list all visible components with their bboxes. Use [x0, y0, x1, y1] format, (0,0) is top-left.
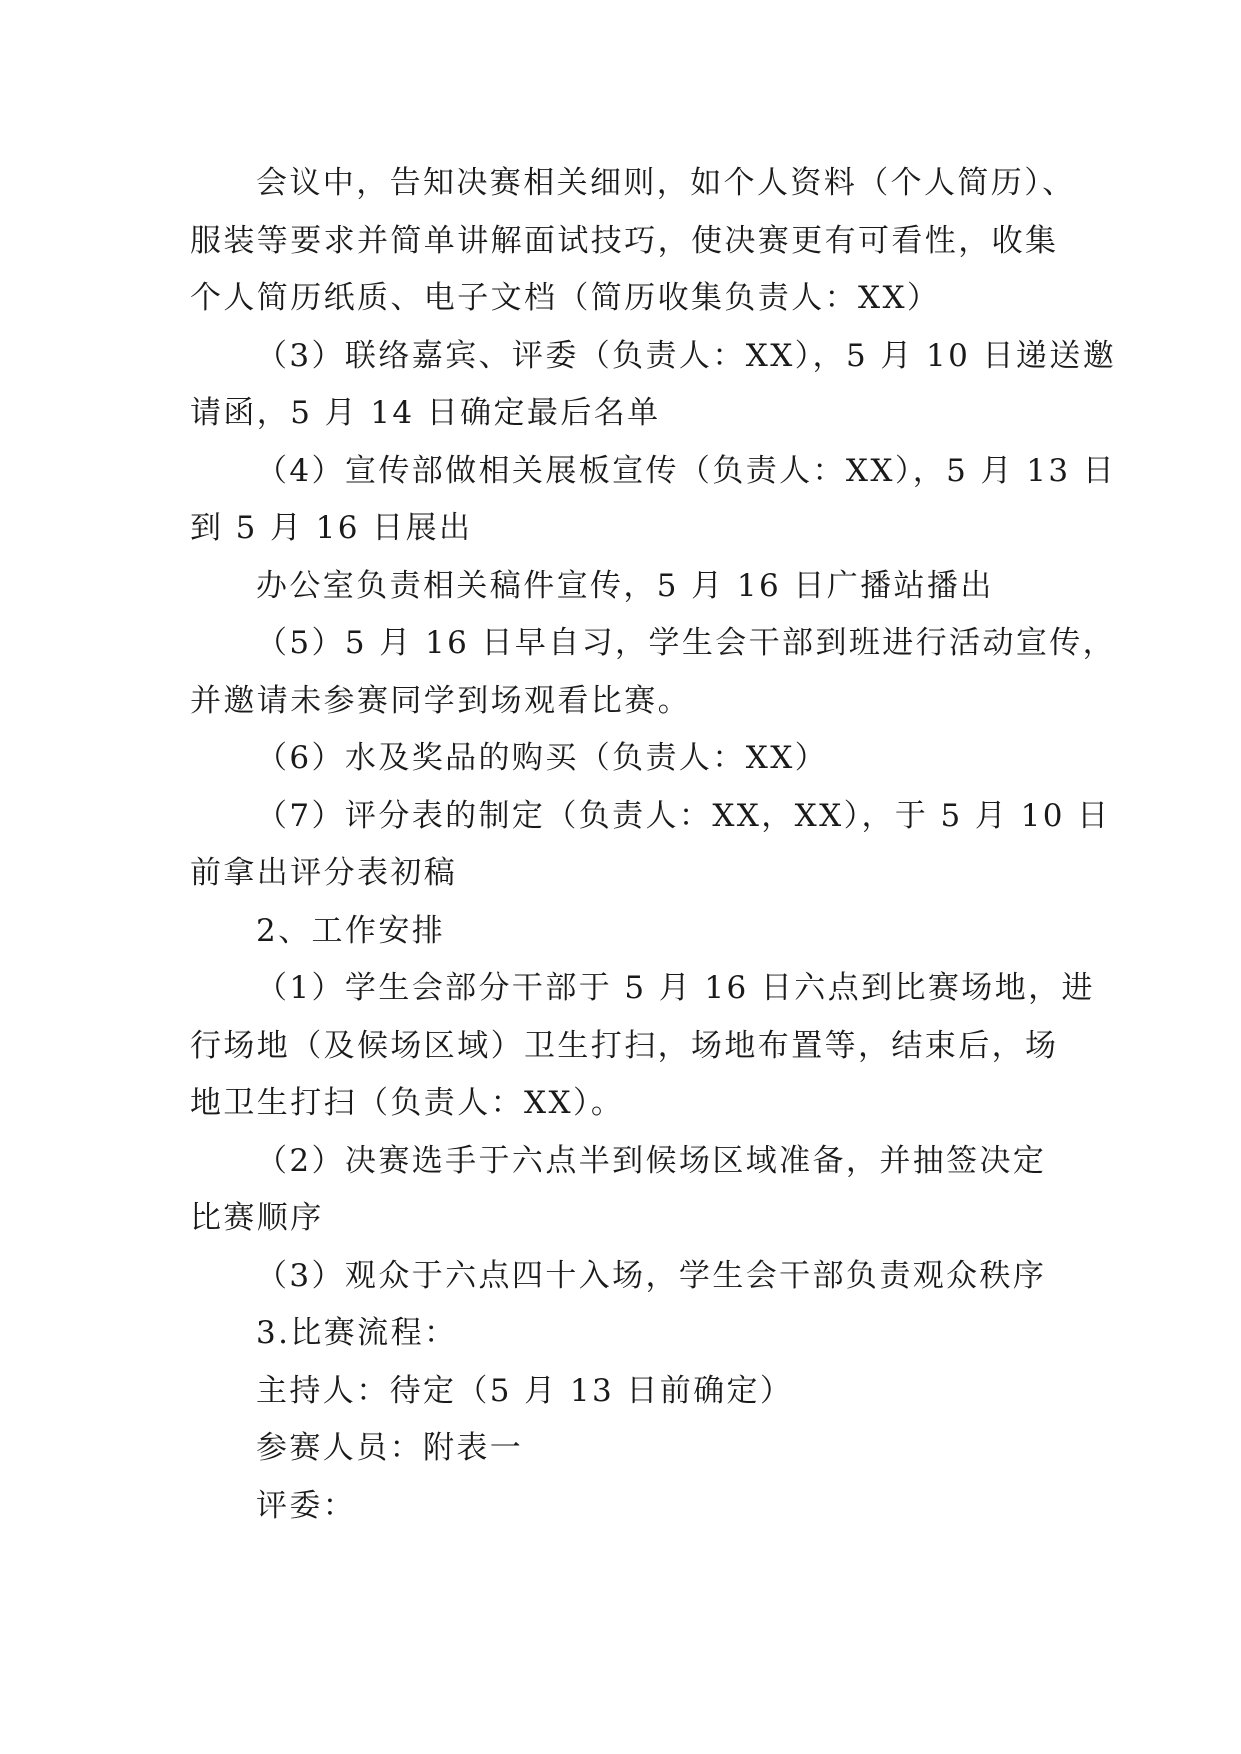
text-line: 行场地（及候场区域）卫生打扫，场地布置等，结束后，场	[190, 1027, 1059, 1064]
text-line: 参赛人员：附表一	[256, 1430, 524, 1466]
text-line: （6）水及奖品的购买（负责人：XX）	[256, 740, 829, 776]
text-line: 请函，5 月 14 日确定最后名单	[190, 395, 661, 431]
text-line: 3.比赛流程：	[256, 1315, 458, 1351]
text-line: 地卫生打扫（负责人：XX）。	[190, 1085, 625, 1121]
text-line: （2）决赛选手于六点半到候场区域准备，并抽签决定	[256, 1142, 1047, 1179]
text-line: 服装等要求并简单讲解面试技巧，使决赛更有可看性，收集	[190, 222, 1059, 259]
text-line: 会议中，告知决赛相关细则，如个人资料（个人简历）、	[256, 165, 1076, 201]
text-line: 主持人：待定（5 月 13 日前确定）	[256, 1372, 794, 1409]
text-line: 前拿出评分表初稿	[190, 855, 458, 891]
document-body	[190, 155, 1117, 1535]
text-line: （3）观众于六点四十入场，学生会干部负责观众秩序	[256, 1257, 1047, 1294]
text-line: 并邀请未参赛同学到场观看比赛。	[190, 682, 691, 719]
text-line: （3）联络嘉宾、评委（负责人：XX），5 月 10 日递送邀	[256, 337, 1117, 374]
text-line: 比赛顺序	[190, 1200, 324, 1236]
text-line: 2、工作安排	[256, 912, 446, 949]
text-line: 办公室负责相关稿件宣传，5 月 16 日广播站播出	[256, 567, 994, 604]
text-line: （5）5 月 16 日早自习，学生会干部到班进行活动宣传，	[256, 625, 1117, 661]
text-line: （7）评分表的制定（负责人：XX，XX），于 5 月 10 日	[256, 797, 1111, 834]
text-line: （4）宣传部做相关展板宣传（负责人：XX），5 月 13 日	[256, 452, 1117, 489]
text-line: （1）学生会部分干部于 5 月 16 日六点到比赛场地，进	[256, 970, 1095, 1006]
text-line: 个人简历纸质、电子文档（简历收集负责人：XX）	[190, 280, 941, 316]
text-line: 评委：	[256, 1487, 357, 1524]
text-line: 到 5 月 16 日展出	[190, 510, 473, 546]
